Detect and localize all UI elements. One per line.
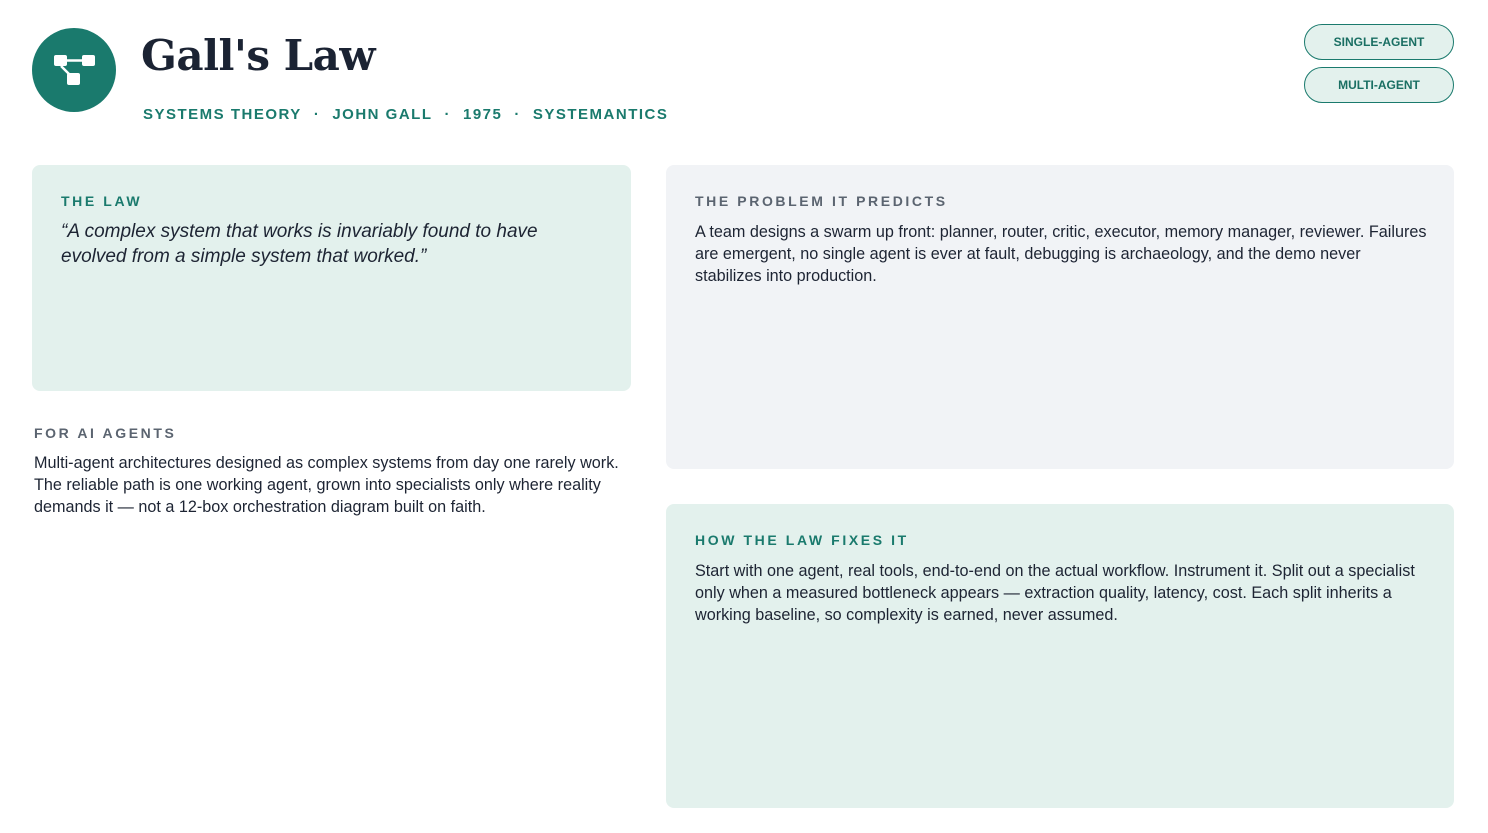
meta-source: SYSTEMANTICS (532, 106, 669, 123)
problem-card (666, 165, 1454, 469)
meta-topic: SYSTEMS THEORY (143, 106, 302, 123)
problem-body: A team designs a swarm up front: planner, router, critic, executor, memory manager, reviewer. Failures are emergent, no single agent is ever at fault, debugging is archaeology, and the demo never stabilizes into production. (695, 223, 1427, 285)
hierarchy-icon (32, 28, 116, 112)
meta-author: JOHN GALL (332, 106, 433, 123)
single-agent-button[interactable]: SINGLE-AGENT (1304, 24, 1454, 60)
agents-label: FOR AI AGENTS (34, 425, 177, 441)
law-quote: “A complex system that works is invariably found to have evolved from a simple system that worked.” (61, 221, 538, 267)
page-title: Gall's Law (141, 31, 376, 80)
fix-body: Start with one agent, real tools, end-to-end on the actual workflow. Instrument it. Split out a specialist only when a measured bottleneck appears — extraction quality, latency, cost. Each split inherits a working baseline, so complexity is earned, never assumed. (695, 562, 1415, 624)
meta-separator: · (313, 106, 321, 123)
meta-year: 1975 (462, 106, 503, 123)
meta-line (143, 106, 668, 123)
fix-label: HOW THE LAW FIXES IT (695, 532, 909, 548)
fix-card (666, 504, 1454, 808)
multi-agent-button[interactable]: MULTI-AGENT (1304, 67, 1454, 103)
law-label: THE LAW (61, 193, 143, 209)
meta-separator: · (514, 106, 521, 123)
meta-separator: · (444, 106, 451, 123)
agents-body: Multi-agent architectures designed as complex systems from day one rarely work. The reliable path is one working agent, grown into specialists only where reality demands it — not a 12-box orchestration diagram built on faith. (34, 454, 619, 516)
problem-label: THE PROBLEM IT PREDICTS (695, 193, 948, 209)
law-card (32, 165, 631, 391)
